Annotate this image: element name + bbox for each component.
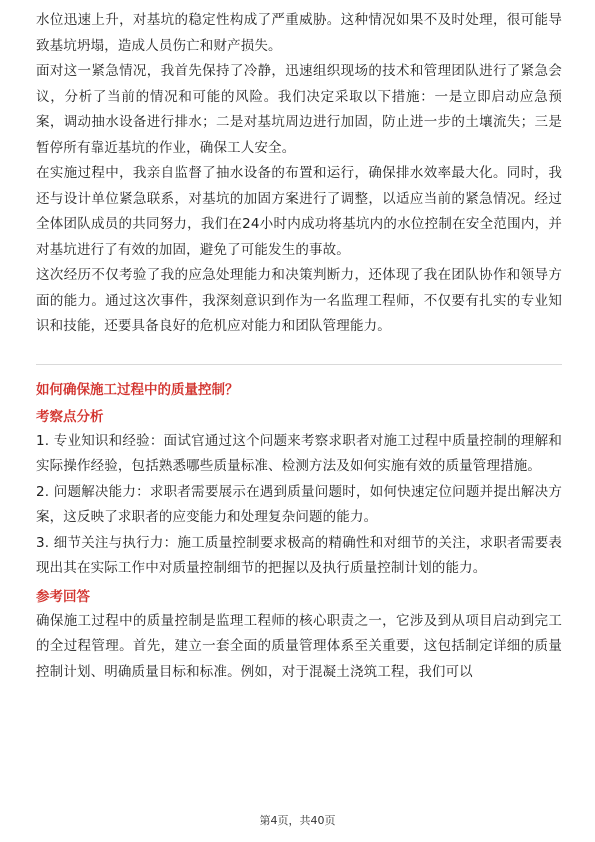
answer-paragraph: 确保施工过程中的质量控制是监理工程师的核心职责之一，它涉及到从项目启动到完工的全过程管理。首先，建立一套全面的质量管理体系至关重要，这包括制定详细的质量控制计划、明确质量目标和标准。例如，对于混凝土浇筑工程，我们可以 xyxy=(36,612,562,680)
answer-heading: 参考回答 xyxy=(36,588,90,605)
analysis-item-3: 3. 细节关注与执行力：施工质量控制要求极高的精确性和对细节的关注，求职者需要表现出其在实际工作中对质量控制细节的把握以及执行质量控制计划的能力。 xyxy=(36,534,562,576)
intro-paragraph-3: 在实施过程中，我亲自监督了抽水设备的布置和运行，确保排水效率最大化。同时，我还与设计单位紧急联系，对基坑的加固方案进行了调整，以适应当前的紧急情况。经过全体团队成员的共同努力，我们在24小时内成功将基坑内的水位控制在安全范围内，并对基坑进行了有效的加固，避免了可能发生的事故。 xyxy=(36,165,562,258)
intro-paragraph-4: 这次经历不仅考验了我的应急处理能力和决策判断力，还体现了我在团队协作和领导方面的能力。通过这次事件，我深刻意识到作为一名监理工程师，不仅要有扎实的专业知识和技能，还要具备良好的危机应对能力和团队管理能力。 xyxy=(36,267,562,334)
intro-paragraph-2: 面对这一紧急情况，我首先保持了冷静，迅速组织现场的技术和管理团队进行了紧急会议，分析了当前的情况和可能的风险。我们决定采取以下措施：一是立即启动应急预案，调动抽水设备进行排水；二是对基坑周边进行加固，防止进一步的土壤流失；三是暂停所有靠近基坑的作业，确保工人安全。 xyxy=(36,63,562,156)
page-number: 第4页，共40页 xyxy=(259,814,336,827)
page-content xyxy=(36,8,562,685)
analysis-heading: 考察点分析 xyxy=(36,408,104,425)
analysis-item-1: 1. 专业知识和经验：面试官通过这个问题来考察求职者对施工过程中质量控制的理解和实际操作经验，包括熟悉哪些质量标准、检测方法及如何实施有效的质量管理措施。 xyxy=(36,432,562,474)
intro-paragraph-1: 水位迅速上升，对基坑的稳定性构成了严重威胁。这种情况如果不及时处理，很可能导致基坑坍塌，造成人员伤亡和财产损失。 xyxy=(36,12,562,54)
analysis-item-2: 2. 问题解决能力：求职者需要展示在遇到质量问题时，如何快速定位问题并提出解决方案，这反映了求职者的应变能力和处理复杂问题的能力。 xyxy=(36,483,562,525)
question-title: 如何确保施工过程中的质量控制？ xyxy=(36,381,239,398)
section-divider xyxy=(36,364,562,365)
